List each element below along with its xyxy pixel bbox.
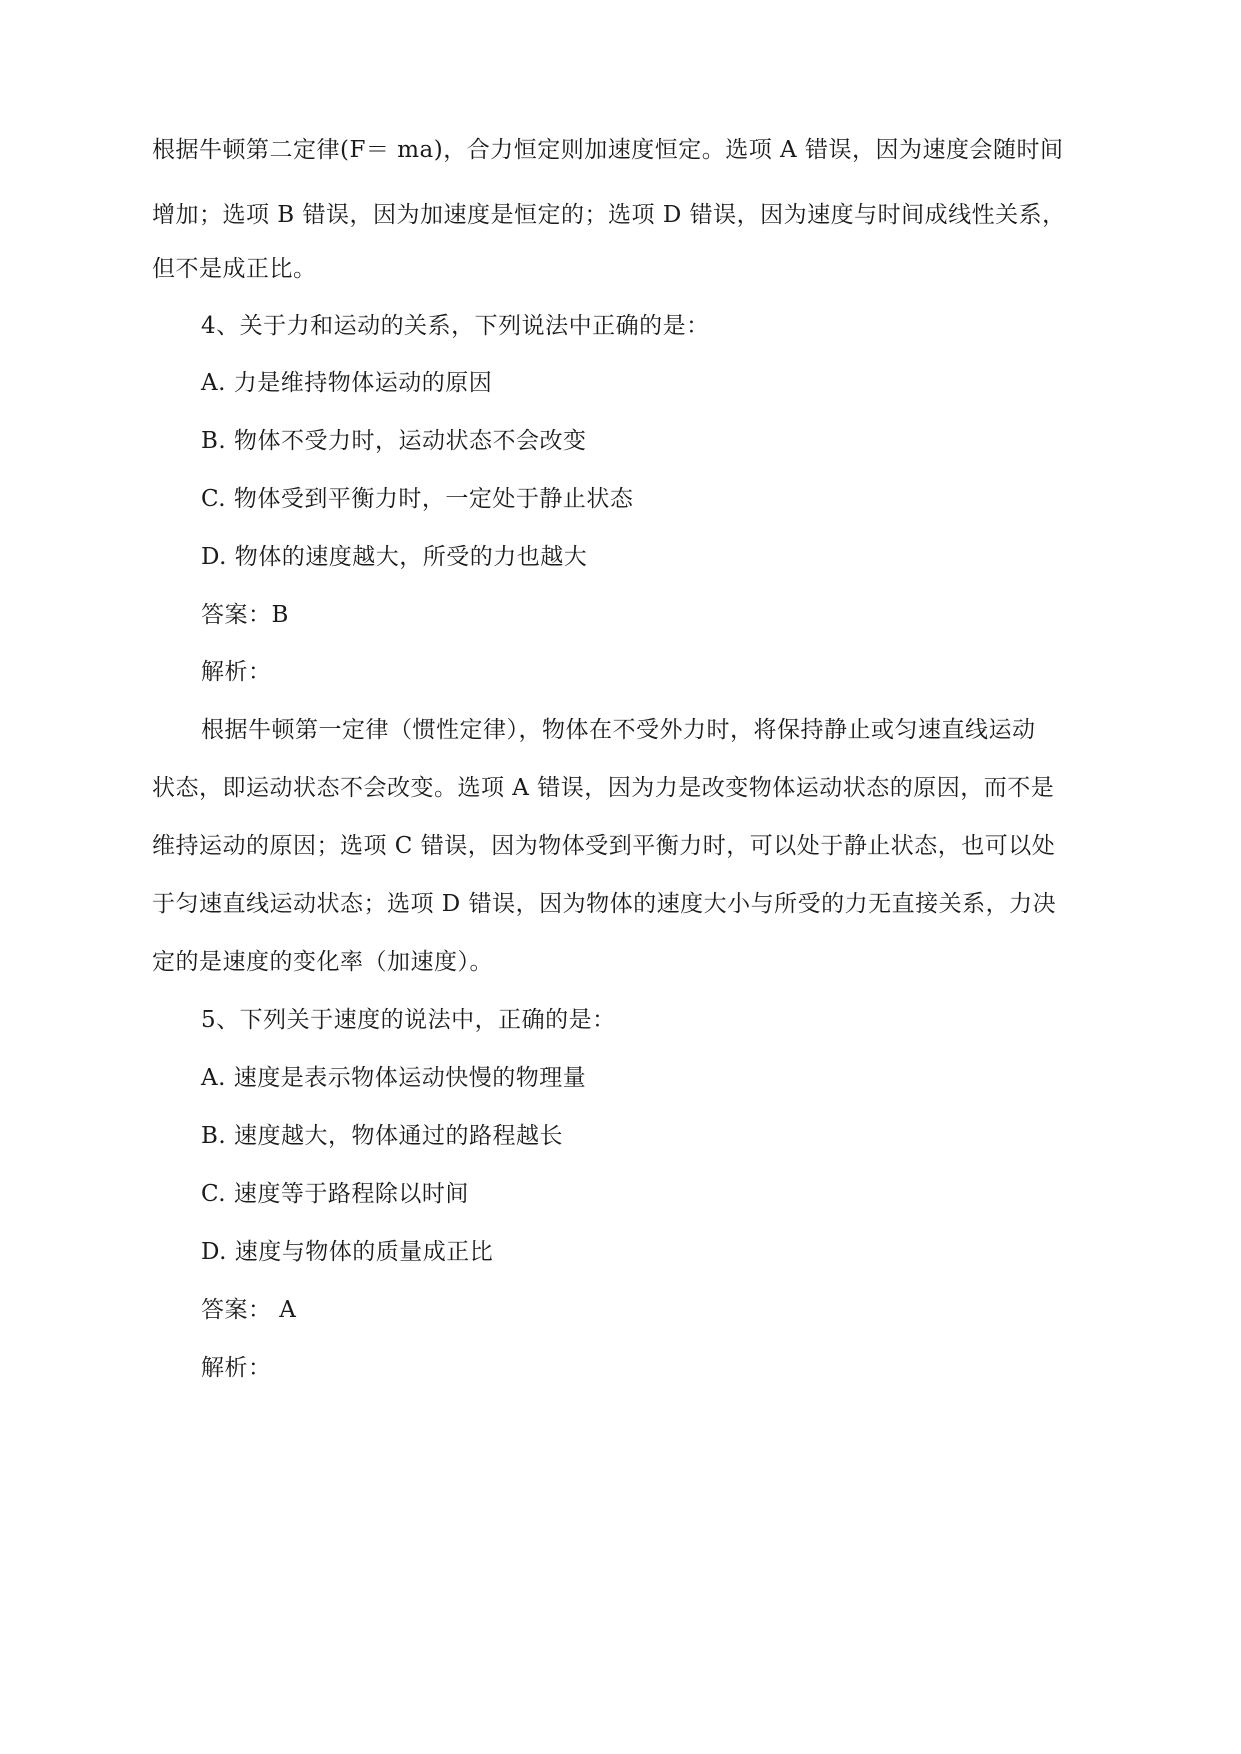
- prev-explanation-line-3: 但不是成正比。: [152, 256, 317, 282]
- q4-analysis-line-5: 定的是速度的变化率（加速度）。: [152, 949, 493, 975]
- q4-analysis-line-4: 于匀速直线运动状态；选项 D 错误，因为物体的速度大小与所受的力无直接关系，力决: [152, 891, 1057, 917]
- question-5: 5、下列关于速度的说法中，正确的是：: [201, 1007, 616, 1033]
- q5-option-d: D. 速度与物体的质量成正比: [201, 1239, 494, 1265]
- q4-analysis-line-1: 根据牛顿第一定律（惯性定律），物体在不受外力时，将保持静止或匀速直线运动: [201, 717, 1036, 743]
- q4-option-d: D. 物体的速度越大，所受的力也越大: [201, 544, 588, 570]
- q4-answer: 答案：B: [201, 602, 289, 628]
- q5-analysis-label: 解析：: [201, 1355, 272, 1381]
- q4-analysis-line-3: 维持运动的原因；选项 C 错误，因为物体受到平衡力时，可以处于静止状态，也可以处: [152, 833, 1056, 859]
- q5-answer: 答案： A: [201, 1297, 297, 1323]
- q4-option-b: B. 物体不受力时，运动状态不会改变: [201, 428, 587, 454]
- q4-analysis-line-2: 状态，即运动状态不会改变。选项 A 错误，因为力是改变物体运动状态的原因，而不是: [152, 775, 1055, 801]
- q4-analysis-label: 解析：: [201, 659, 272, 685]
- prev-explanation-line-1: 根据牛顿第二定律(F＝ ma)，合力恒定则加速度恒定。选项 A 错误，因为速度会随时间: [152, 137, 1064, 163]
- q4-option-c: C. 物体受到平衡力时，一定处于静止状态: [201, 486, 634, 512]
- prev-explanation-line-2: 增加；选项 B 错误，因为加速度是恒定的；选项 D 错误，因为速度与时间成线性关系，: [152, 202, 1066, 228]
- question-4: 4、关于力和运动的关系，下列说法中正确的是：: [201, 313, 710, 339]
- q4-option-a: A. 力是维持物体运动的原因: [201, 370, 493, 396]
- q5-option-c: C. 速度等于路程除以时间: [201, 1181, 469, 1207]
- q5-option-a: A. 速度是表示物体运动快慢的物理量: [201, 1065, 587, 1091]
- q5-option-b: B. 速度越大，物体通过的路程越长: [201, 1123, 564, 1149]
